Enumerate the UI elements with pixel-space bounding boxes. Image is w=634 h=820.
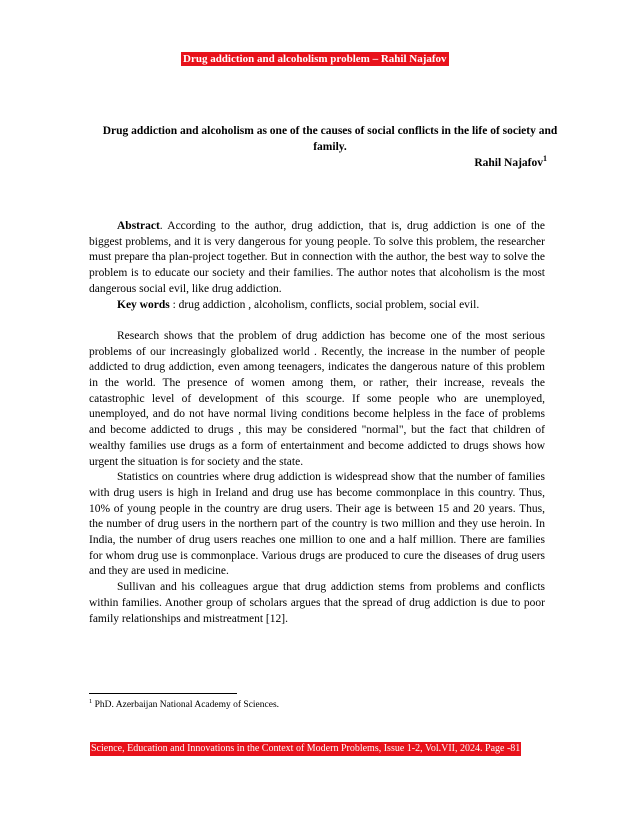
body-paragraph: Research shows that the problem of drug addiction has become one of the most serious problems of our increasingly globalized world . Recently, the increase in the number of people addicted to drug addiction, even among teenagers, indicates the dangerous nature of this problem in the world. The presence of women among them, or rather, their increase, reveals the catastrophic level of development of this scourge. If some people who are unemployed, unemployed, and do not have normal living conditions become helpless in the face of problems and become addicted to drugs , this may be considered "normal", but the fact that children of wealthy families use drugs as a form of entertainment and become addicted to drugs shows how urgent the situation is for society and the state.: [89, 329, 545, 468]
footnote-text: PhD. Azerbaijan National Academy of Sciences.: [92, 700, 280, 710]
article-author: [474, 155, 547, 171]
author-name: Rahil Najafov: [474, 157, 543, 169]
abstract-paragraph: [89, 219, 545, 298]
article-body: [89, 219, 545, 627]
footnote-mark: 1: [89, 697, 93, 705]
footnote: [89, 699, 279, 711]
keywords-paragraph: [89, 298, 545, 314]
abstract-label: Abstract: [117, 220, 160, 232]
article-title: Drug addiction and alcoholism as one of the causes of social conflicts in the life of society and family.: [102, 125, 558, 153]
author-footnote-mark: 1: [543, 154, 547, 164]
running-header-banner: Drug addiction and alcoholism problem – Rahil Najafov: [183, 53, 447, 65]
body-paragraph: Statistics on countries where drug addiction is widespread show that the number of families with drug users is high in Ireland and drug use has become commonplace in this country. Thus, 10% of young people in the country are drug users. Their age is between 15 and 20 years. Thus, the number of drug users in the northern part of the country is two million and they use heroin. In India, the number of drug users reaches one million to one and a half million. There are families for whom drug use is commonplace. Various drugs are produced to cure the diseases of drug users and they are used in medicine.: [89, 471, 545, 578]
footnote-divider: [89, 693, 237, 694]
body-paragraph: Sullivan and his colleagues argue that drug addiction stems from problems and conflicts within families. Another group of scholars argues that the spread of drug addiction is due to poor family relationships and mistreatment [12].: [89, 581, 545, 625]
abstract-text: . According to the author, drug addiction, that is, drug addiction is one of the biggest problems, and it is very dangerous for young people. To solve this problem, the researcher must prepare tha plan-project together. But in connection with the author, the best way to solve the problem is to educate our society and their families. The author notes that alcoholism is the most dangerous social evil, like drug addiction.: [89, 220, 545, 295]
keywords-text: : drug addiction , alcoholism, conflicts, social problem, social evil.: [169, 298, 480, 311]
running-footer-banner: Science, Education and Innovations in the Context of Modern Problems, Issue 1-2, Vol.VII, 2024. Page -81: [91, 743, 521, 754]
keywords-label: Key words: [117, 298, 170, 311]
